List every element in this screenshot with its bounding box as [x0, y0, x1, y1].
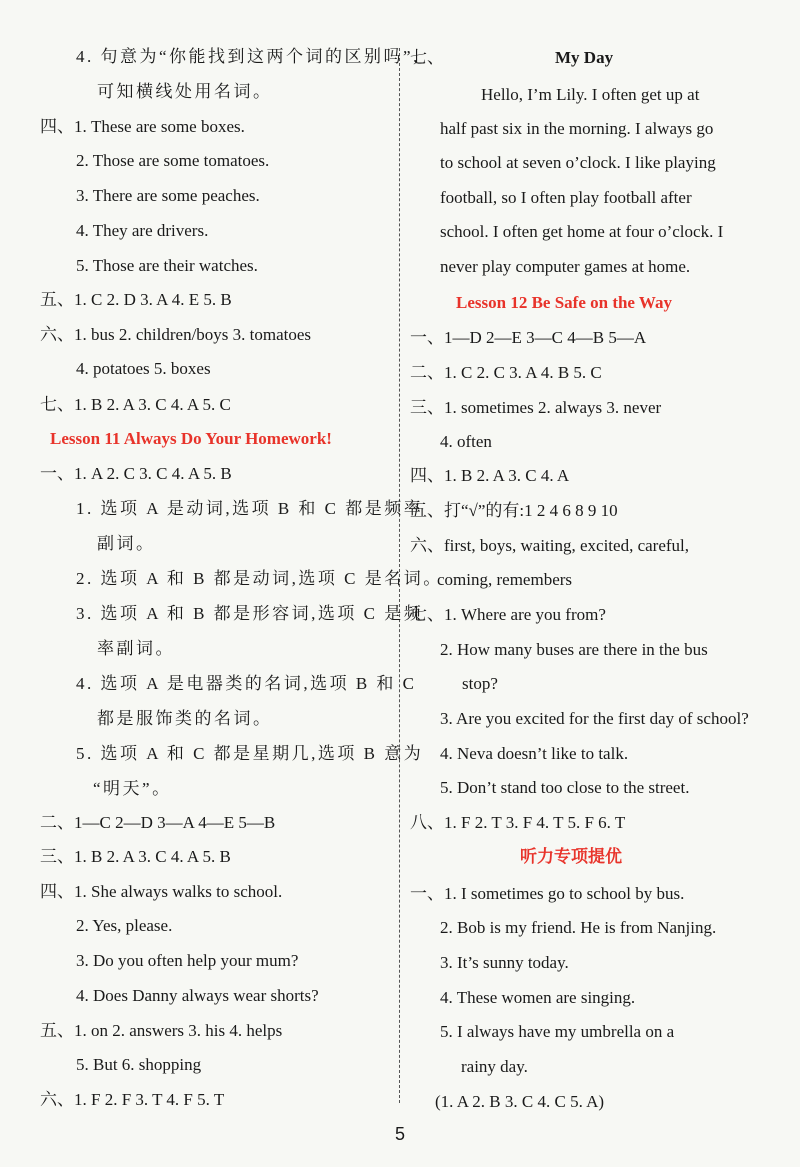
- lesson-11-heading: Lesson 11 Always Do Your Homework!: [50, 429, 332, 448]
- answer-line: 一、1—D 2—E 3—C 4—B 5—A: [410, 328, 647, 347]
- answer-line: 都是服饰类的名词。: [97, 709, 273, 728]
- answer-line: 五、1. on 2. answers 3. his 4. helps: [40, 1021, 283, 1040]
- answer-line: 五、1. C 2. D 3. A 4. E 5. B: [40, 290, 232, 309]
- answer-line: 4. 句意为“你能找到这两个词的区别吗”,: [76, 47, 420, 66]
- my-day-title: My Day: [555, 48, 614, 67]
- passage-line: to school at seven o’clock. I like playing: [440, 153, 716, 172]
- answer-line: 5. Don’t stand too close to the street.: [440, 778, 690, 797]
- answer-line: coming, remembers: [437, 570, 573, 589]
- answer-line: 三、1. sometimes 2. always 3. never: [410, 398, 662, 417]
- answer-line: 4. They are drivers.: [76, 221, 209, 240]
- passage-line: never play computer games at home.: [440, 257, 691, 276]
- passage-line: Hello, I’m Lily. I often get up at: [481, 85, 700, 104]
- answer-line: 七、1. B 2. A 3. C 4. A 5. C: [40, 395, 231, 414]
- answer-line: (1. A 2. B 3. C 4. C 5. A): [435, 1092, 605, 1111]
- answer-line: 七、1. Where are you from?: [410, 605, 606, 624]
- answer-line: 七、: [410, 48, 444, 67]
- answer-line: 二、1—C 2—D 3—A 4—E 5—B: [40, 813, 276, 832]
- answer-line: 三、1. B 2. A 3. C 4. A 5. B: [40, 847, 231, 866]
- answer-line: “明天”。: [93, 779, 172, 798]
- answer-line: 2. How many buses are there in the bus: [440, 640, 708, 659]
- answer-line: 六、first, boys, waiting, excited, careful,: [410, 536, 690, 555]
- answer-line: 3. Do you often help your mum?: [76, 951, 299, 970]
- answer-line: 1. 选项 A 是动词,选项 B 和 C 都是频率: [76, 499, 424, 518]
- answer-line: 可知横线处用名词。: [97, 82, 273, 101]
- answer-line: 3. There are some peaches.: [76, 186, 260, 205]
- listening-heading: 听力专项提优: [520, 847, 622, 867]
- answer-line: 2. Those are some tomatoes.: [76, 151, 270, 170]
- answer-line: stop?: [462, 674, 498, 693]
- answer-line: 5. 选项 A 和 C 都是星期几,选项 B 意为: [76, 744, 424, 763]
- answer-line: 六、1. F 2. F 3. T 4. F 5. T: [40, 1090, 225, 1109]
- page-number: 5: [394, 1124, 405, 1144]
- answer-line: 3. 选项 A 和 B 都是形容词,选项 C 是频: [76, 604, 424, 623]
- passage-line: half past six in the morning. I always go: [440, 119, 714, 138]
- lesson-12-heading: Lesson 12 Be Safe on the Way: [456, 293, 672, 312]
- answer-line: 一、1. A 2. C 3. C 4. A 5. B: [40, 464, 232, 483]
- answer-line: 4. 选项 A 是电器类的名词,选项 B 和 C: [76, 674, 417, 693]
- answer-line: 4. potatoes 5. boxes: [76, 359, 211, 378]
- answer-line: 5. I always have my umbrella on a: [440, 1022, 675, 1041]
- answer-line: 五、打“√”的有:1 2 4 6 8 9 10: [410, 501, 618, 520]
- answer-line: 2. Bob is my friend. He is from Nanjing.: [440, 918, 717, 937]
- answer-line: 4. These women are singing.: [440, 988, 636, 1007]
- answer-line: 5. Those are their watches.: [76, 256, 258, 275]
- answer-line: 四、1. B 2. A 3. C 4. A: [410, 466, 570, 485]
- answer-line: 四、1. These are some boxes.: [40, 117, 245, 136]
- answer-line: 3. It’s sunny today.: [440, 953, 569, 972]
- answer-line: 四、1. She always walks to school.: [40, 882, 283, 901]
- passage-line: school. I often get home at four o’clock. I: [440, 222, 724, 241]
- answer-line: 4. Neva doesn’t like to talk.: [440, 744, 629, 763]
- answer-line: 3. Are you excited for the first day of school?: [440, 709, 749, 728]
- answer-line: 4. Does Danny always wear shorts?: [76, 986, 319, 1005]
- answer-line: 一、1. I sometimes go to school by bus.: [410, 884, 685, 903]
- answer-line: 六、1. bus 2. children/boys 3. tomatoes: [40, 325, 312, 344]
- answer-line: 2. 选项 A 和 B 都是动词,选项 C 是名词。: [76, 569, 443, 588]
- answer-line: 4. often: [440, 432, 492, 451]
- answer-line: rainy day.: [461, 1057, 528, 1076]
- answer-line: 5. But 6. shopping: [76, 1055, 202, 1074]
- answer-line: 副词。: [97, 534, 156, 553]
- answer-line: 2. Yes, please.: [76, 916, 173, 935]
- answer-line: 率副词。: [97, 639, 175, 658]
- answer-line: 八、1. F 2. T 3. F 4. T 5. F 6. T: [410, 813, 626, 832]
- passage-line: football, so I often play football after: [440, 188, 692, 207]
- answer-line: 二、1. C 2. C 3. A 4. B 5. C: [410, 363, 602, 382]
